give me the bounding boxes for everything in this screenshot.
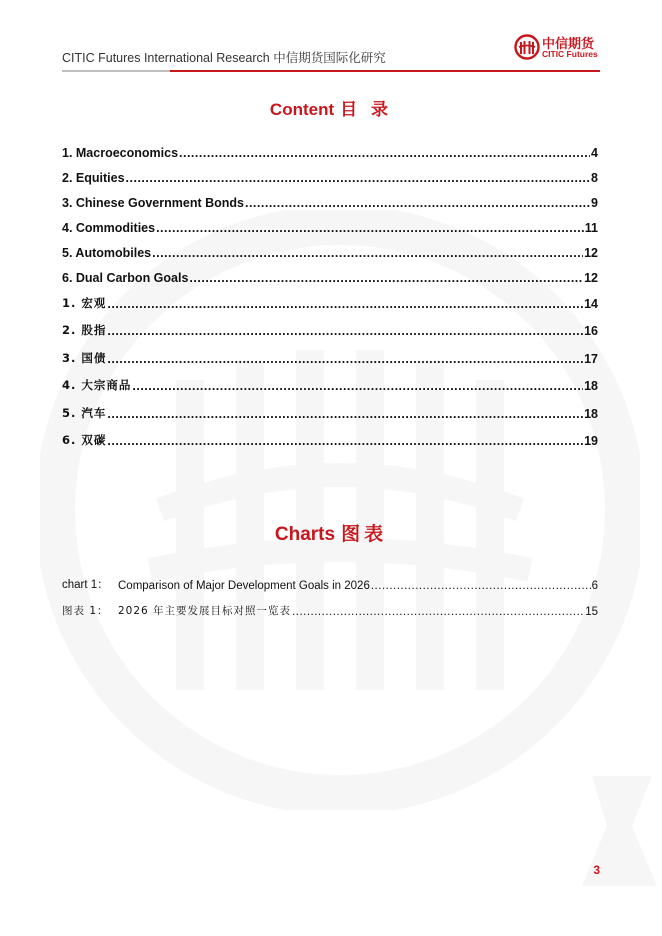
toc-entry-page: 18 [584,379,598,393]
toc-entry[interactable] [62,140,598,160]
toc-entry-label: 4. 大宗商品 [62,378,132,392]
toc-entry-label: 3. Chinese Government Bonds [62,196,244,210]
toc-leader-dots [126,171,591,185]
toc-entry[interactable] [62,401,598,421]
content-heading-en: Content [269,100,335,119]
toc-entry-label: 3. 国债 [62,351,107,365]
content-heading-cn: 目 录 [340,100,393,120]
toc-leader-dots [189,271,583,285]
toc-entry[interactable] [62,240,598,260]
charts-heading-cn: 图表 [341,523,388,545]
toc-entry[interactable] [62,190,598,210]
content-heading [0,95,662,120]
toc-entry-page: 9 [591,196,598,210]
toc-entry-page: 18 [584,407,598,421]
toc-entry-label: 5. Automobiles [62,246,152,260]
toc-leader-dots [107,407,583,421]
header-divider-grey [62,70,170,72]
chart-list-entry[interactable] [62,574,598,592]
chart-entry-page: 6 [591,580,598,592]
toc-entry-label: 1. 宏观 [62,296,107,310]
toc-leader-dots [152,246,583,260]
toc-entry-label: 2. 股指 [62,323,107,337]
chart-entry-tag: chart 1： [62,579,109,591]
toc-leader-dots [107,434,583,448]
toc-entry[interactable] [62,165,598,185]
chart-entry-label: 2026 年主要发展目标对照一览表 [118,605,292,617]
charts-heading [0,519,662,546]
toc-entry[interactable] [62,291,598,311]
page-number: 3 [593,863,600,877]
toc-leader-dots [179,146,590,160]
toc-entry-label: 1. Macroeconomics [62,146,179,160]
toc-entry[interactable] [62,346,598,366]
toc-leader-dots [132,379,583,393]
toc-entry-label: 6. 双碳 [62,433,107,447]
toc-entry-label: 6. Dual Carbon Goals [62,271,189,285]
toc-entry[interactable] [62,428,598,448]
toc-leader-dots [107,324,583,338]
chart-leader-dots [292,606,584,618]
toc-entry-label: 4. Commodities [62,221,156,235]
toc-entry-page: 11 [584,221,598,235]
toc-entry[interactable] [62,373,598,393]
toc-entry-page: 12 [584,246,598,260]
toc-entry-page: 4 [591,146,598,160]
charts-heading-en: Charts [274,524,336,545]
chart-entry-label: Comparison of Major Development Goals in 2026 [118,580,370,592]
chart-entry-page: 15 [585,606,598,618]
toc-entry-page: 16 [584,324,598,338]
toc-entry[interactable] [62,215,598,235]
toc-entry-label: 2. Equities [62,171,125,185]
toc-leader-dots [107,297,583,311]
toc-entry-page: 12 [584,271,598,285]
toc-leader-dots [107,352,583,366]
chart-entry-tag: 图表 1： [62,605,109,617]
toc-leader-dots [245,196,590,210]
header-title: CITIC Futures International Research 中信期货国际化研究 [62,51,386,65]
chart-list-entry[interactable] [62,600,598,618]
page-header [62,36,600,72]
toc-entry[interactable] [62,318,598,338]
citic-logo-icon [514,34,540,60]
toc-entry-label: 5. 汽车 [62,406,107,420]
toc-entry-page: 19 [584,434,598,448]
chart-leader-dots [371,580,591,592]
toc-entry-page: 14 [584,297,598,311]
citic-futures-logo [514,32,600,66]
toc-entry-page: 17 [584,352,598,366]
watermark-corner-glyph [572,766,662,896]
toc-leader-dots [156,221,584,235]
logo-text-en: CITIC Futures [542,49,598,59]
header-divider-red [170,70,600,72]
toc-entry[interactable] [62,265,598,285]
logo-text-cn: 中信期货 [542,37,595,52]
toc-entry-page: 8 [591,171,598,185]
